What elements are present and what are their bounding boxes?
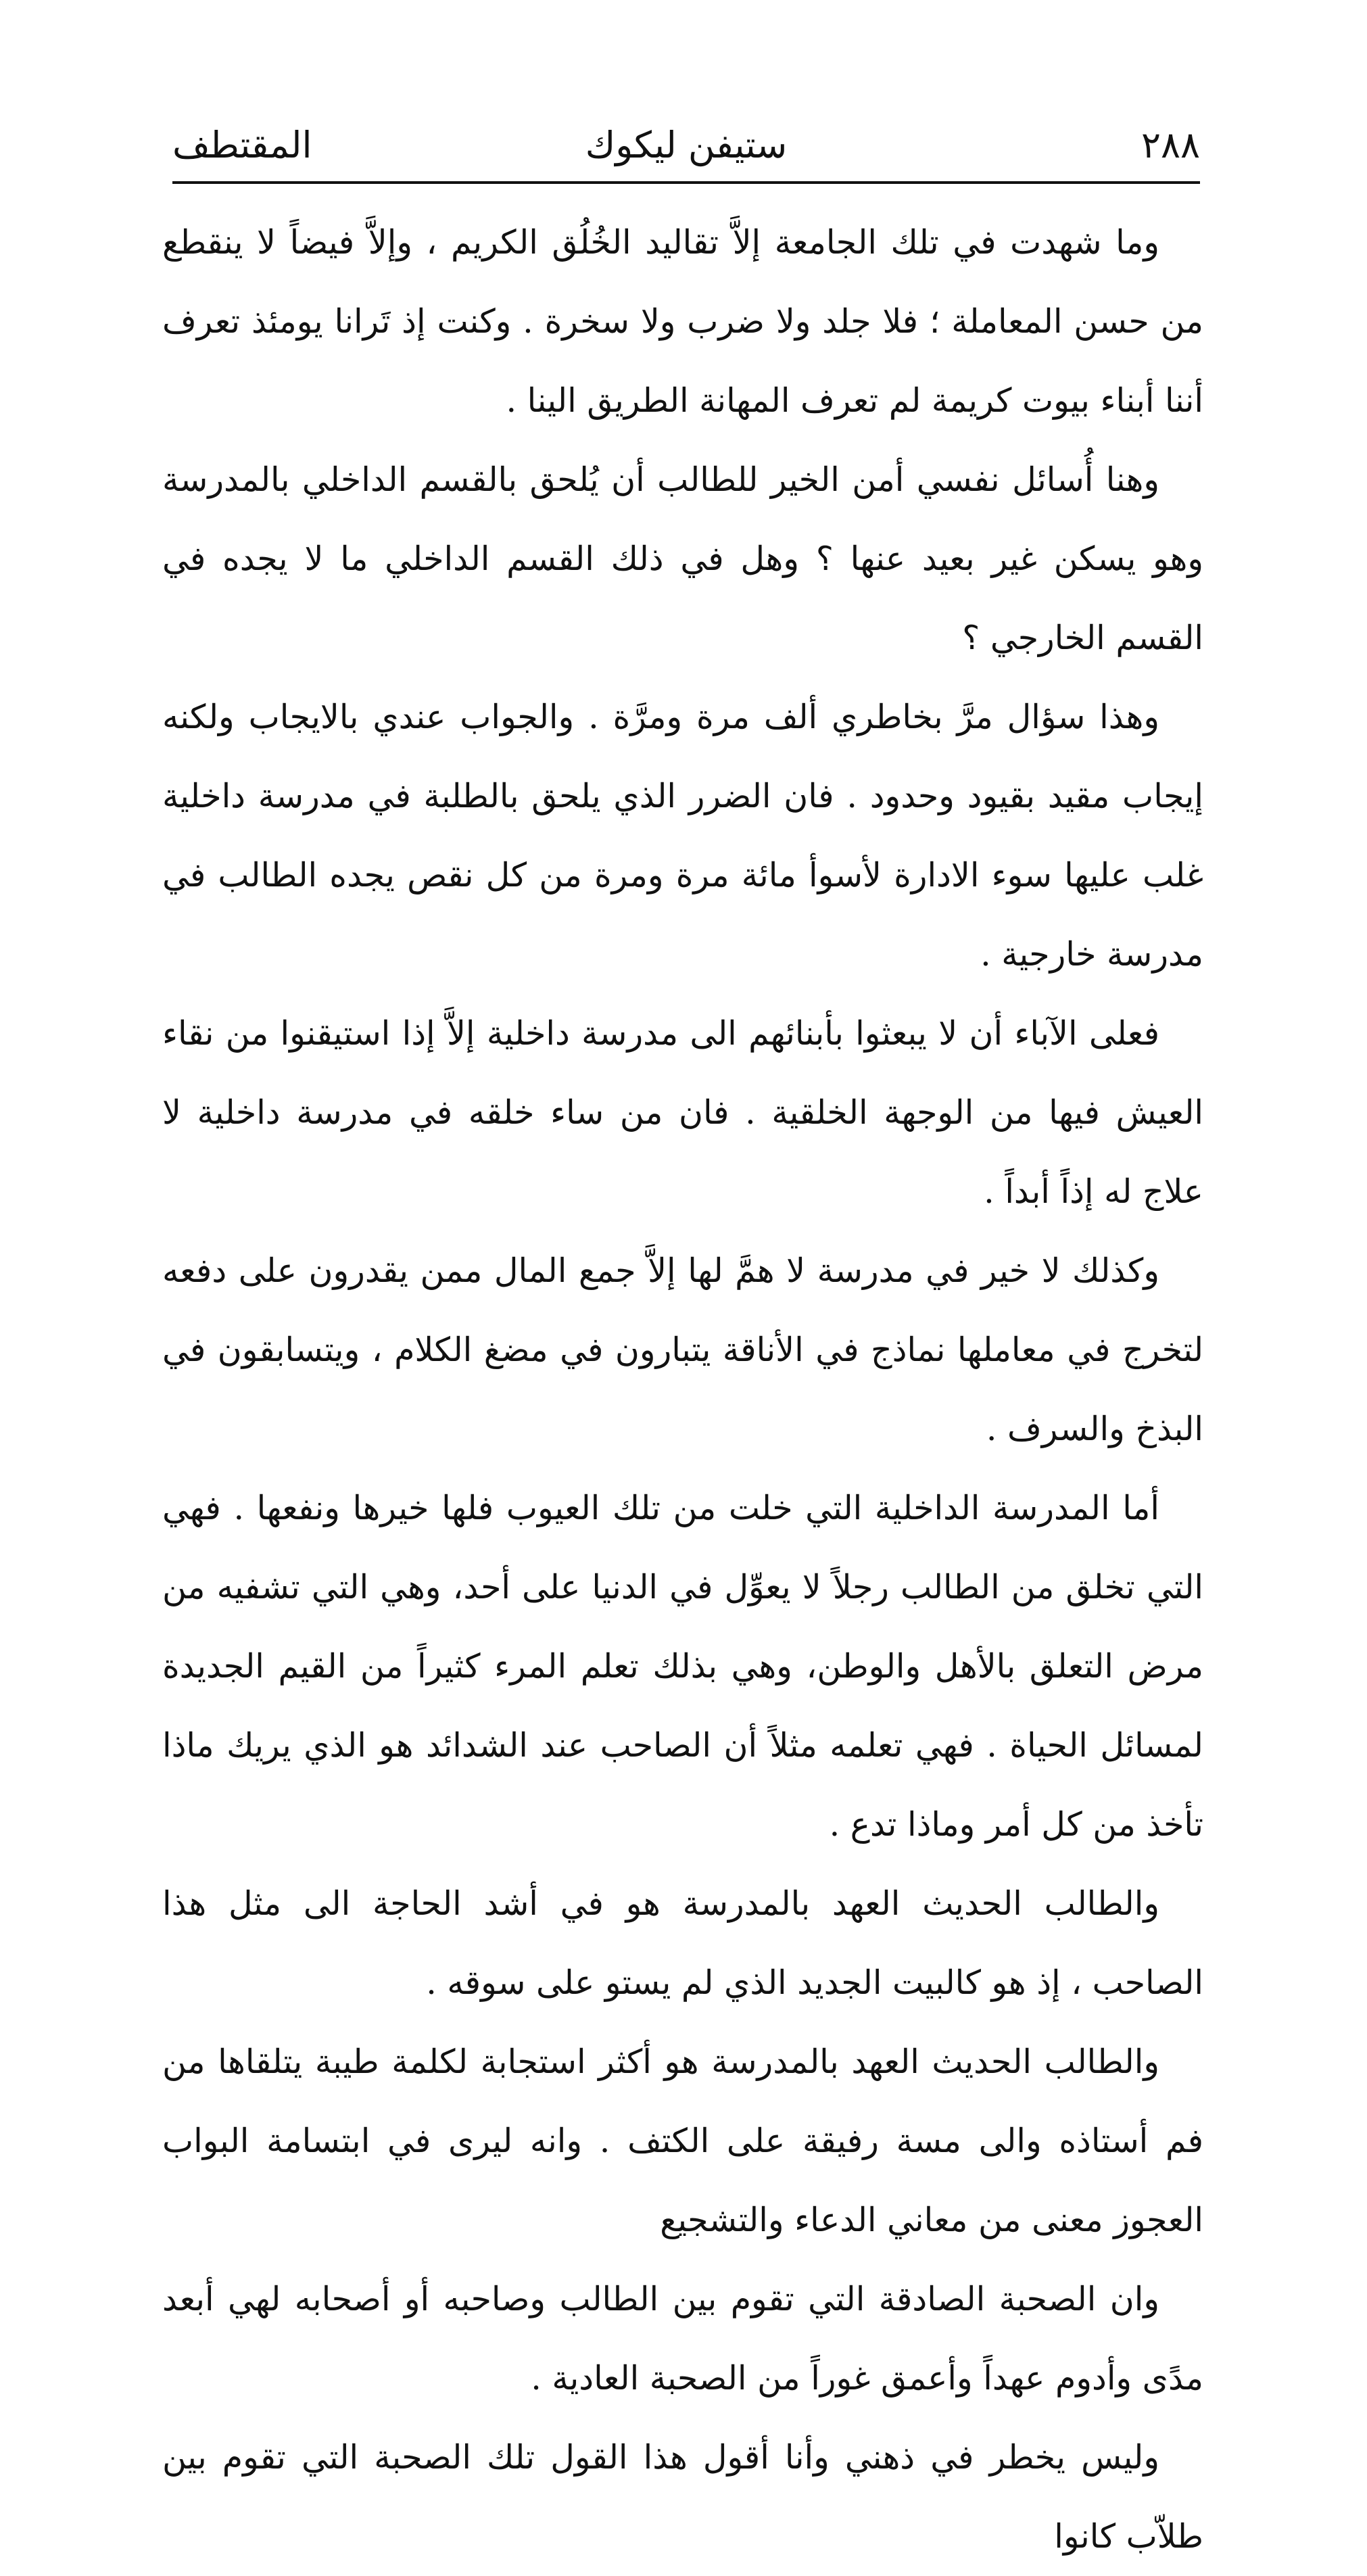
paragraph-10: وليس يخطر في ذهني وأنا أقول هذا القول تلك الصحبة التي تقوم بين طلاّب كانوا bbox=[162, 2438, 1203, 2556]
paragraph-8: والطالب الحديث العهد بالمدرسة هو أكثر استجابة لكلمة طيبة يتلقاها من فم أستاذه والى مسة رفيقة على الكتف . وانه ليرى في ابتسامة البواب العجوز معنى من معاني الدعاء والتشجيع bbox=[162, 2043, 1203, 2239]
journal-name: المقتطف bbox=[172, 124, 312, 166]
page-header bbox=[172, 115, 1200, 176]
paragraph-7: والطالب الحديث العهد بالمدرسة هو في أشد الحاجة الى مثل هذا الصاحب ، إذ هو كالبيت الجديد الذي لم يستو على سوقه . bbox=[162, 1884, 1203, 2002]
paragraph-4: فعلى الآباء أن لا يبعثوا بأبنائهم الى مدرسة داخلية إلاَّ إذا استيقنوا من نقاء العيش فيها من الوجهة الخلقية . فان من ساء خلقه في مدرسة داخلية لا علاج له إذاً أبداً . bbox=[162, 1014, 1203, 1211]
paragraph-1: وما شهدت في تلك الجامعة إلاَّ تقاليد الخُلُق الكريم ، وإلاَّ فيضاً لا ينقطع من حسن المعاملة ؛ فلا جلد ولا ضرب ولا سخرة . وكنت إذ تَرانا يومئذ تعرف أننا أبناء بيوت كريمة لم تعرف المهانة الطريق الينا . bbox=[162, 223, 1203, 420]
paragraph-3: وهذا سؤال مرَّ بخاطري ألف مرة ومرَّة . والجواب عندي بالايجاب ولكنه إيجاب مقيد بقيود وحدود . فان الضرر الذي يلحق بالطلبة في مدرسة داخلية غلب عليها سوء الادارة لأسوأ مائة مرة ومرة من كل نقص يجده الطالب في مدرسة خارجية . bbox=[162, 698, 1203, 974]
paragraph-5: وكذلك لا خير في مدرسة لا همَّ لها إلاَّ جمع المال ممن يقدرون على دفعه لتخرج في معاملها نماذج في الأناقة يتبارون في مضغ الكلام ، ويتسابقون في البذخ والسرف . bbox=[162, 1251, 1203, 1448]
paragraph-9: وان الصحبة الصادقة التي تقوم بين الطالب وصاحبه أو أصحابه لهي أبعد مدًى وأدوم عهداً وأعمق غوراً من الصحبة العادية . bbox=[162, 2280, 1203, 2398]
paragraph-2: وهنا أُسائل نفسي أمن الخير للطالب أن يُلحق بالقسم الداخلي بالمدرسة وهو يسكن غير بعيد عنها ؟ وهل في ذلك القسم الداخلي ما لا يجده في القسم الخارجي ؟ bbox=[162, 460, 1203, 657]
article-body bbox=[162, 203, 1203, 2576]
header-divider bbox=[172, 181, 1200, 184]
paragraph-6: أما المدرسة الداخلية التي خلت من تلك العيوب فلها خيرها ونفعها . فهي التي تخلق من الطالب رجلاً لا يعوِّل في الدنيا على أحد، وهي التي تشفيه من مرض التعلق بالأهل والوطن، وهي بذلك تعلم المرء كثيراً من القيم الجديدة لمسائل الحياة . فهي تعلمه مثلاً أن الصاحب عند الشدائد هو الذي يريك ماذا تأخذ من كل أمر وماذا تدع . bbox=[162, 1489, 1203, 1844]
page-number: ٢٨٨ bbox=[1141, 124, 1200, 166]
running-title: ستيفن ليكوك bbox=[585, 124, 788, 166]
